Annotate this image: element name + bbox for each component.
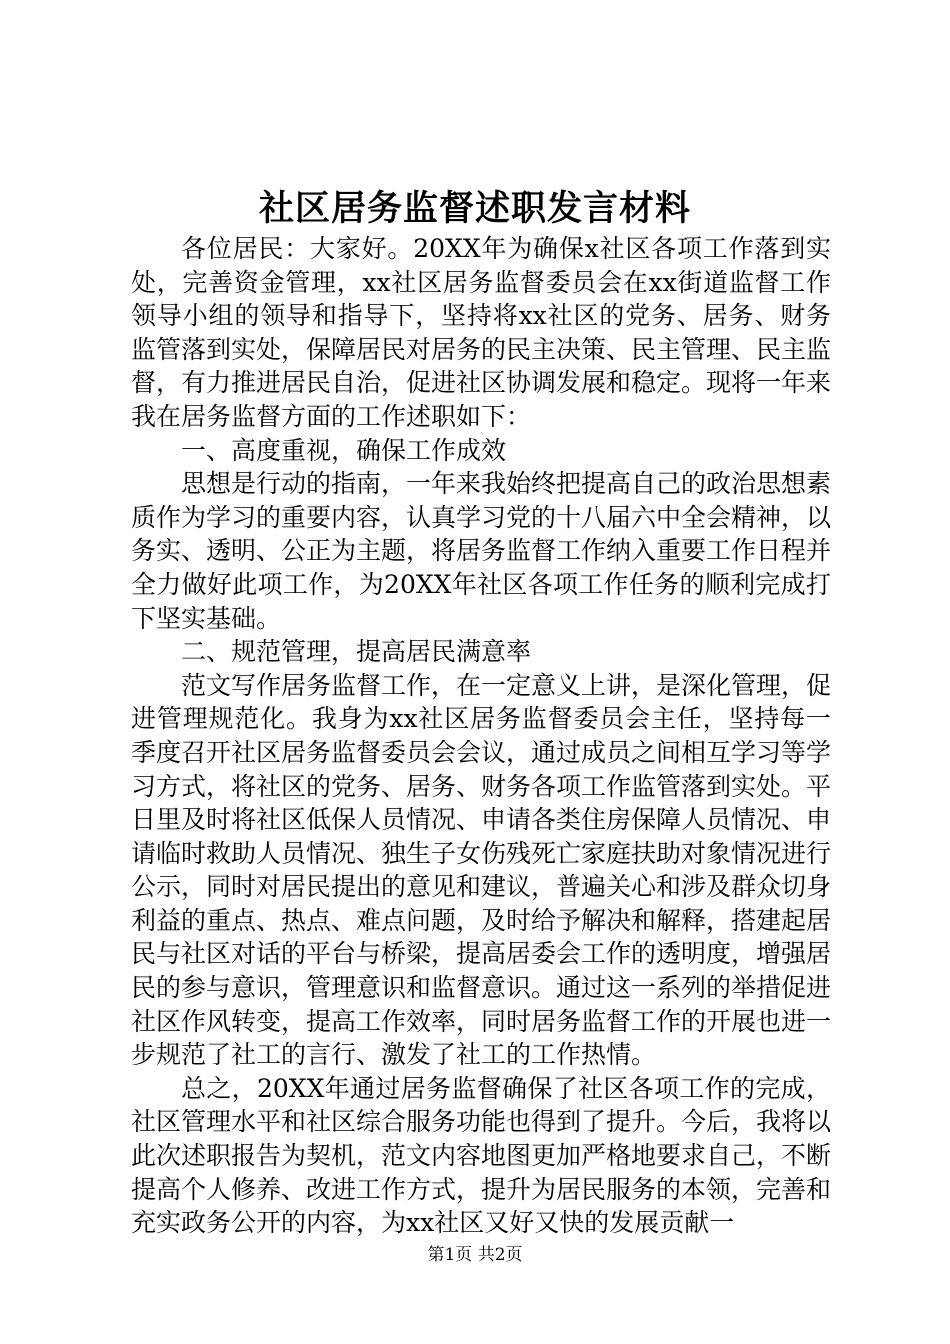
document-title: 社区居务监督述职发言材料 [258, 188, 691, 229]
page-number: 第1页 共2页 [427, 1245, 523, 1265]
paragraph-section-2: 范文写作居务监督工作，在一定意义上讲，是深化管理，促进管理规范化。我身为xx社区居务监督委员会主任，坚持每一季度召开社区居务监督委员会会议，通过成员之间相互学习等学习方式，将社区的党务、居务、财务各项工作监管落到实处。平日里及时将社区低保人员情况、申请各类住房保障人员情况、申请临时救助人员情况、独生子女伤残死亡家庭扶助对象情况进行公示，同时对居民提出的意见和建议，普遍关心和涉及群众切身利益的重点、热点、难点问题，及时给予解决和解释，搭建起居民与社区对话的平台与桥梁，提高居委会工作的透明度，增强居民的参与意识，管理意识和监督意识。通过这一系列的举措促进社区作风转变，提高工作效率，同时居务监督工作的开展也进一步规范了社工的言行、激发了社工的工作热情。 [131, 670, 832, 1070]
section-heading-2: 二、规范管理，提高居民满意率 [181, 637, 532, 667]
paragraph-conclusion: 总之，20XX年通过居务监督确保了社区各项工作的完成，社区管理水平和社区综合服务功能也得到了提升。今后，我将以此次述职报告为契机，范文内容地图更加严格地要求自己，不断提高个人修养、改进工作方式，提升为居民服务的本领，完善和充实政务公开的内容，为xx社区又好又快的发展贡献一 [131, 1073, 832, 1238]
document-body [131, 232, 831, 1240]
section-heading-1: 一、高度重视，确保工作成效 [181, 435, 507, 465]
paragraph-intro: 各位居民：大家好。20XX年为确保x社区各项工作落到实处，完善资金管理，xx社区居务监督委员会在xx街道监督工作领导小组的领导和指导下，坚持将xx社区的党务、居务、财务监管落到实处，保障居民对居务的民主决策、民主管理、民主监督，有力推进居民自治，促进社区协调发展和稳定。现将一年来我在居务监督方面的工作述职如下： [131, 234, 832, 431]
paragraph-section-1: 思想是行动的指南，一年来我始终把提高自己的政治思想素质作为学习的重要内容，认真学习党的十八届六中全会精神，以务实、透明、公正为主题，将居务监督工作纳入重要工作日程并全力做好此项工作，为20XX年社区各项工作任务的顺利完成打下坚实基础。 [131, 469, 832, 633]
